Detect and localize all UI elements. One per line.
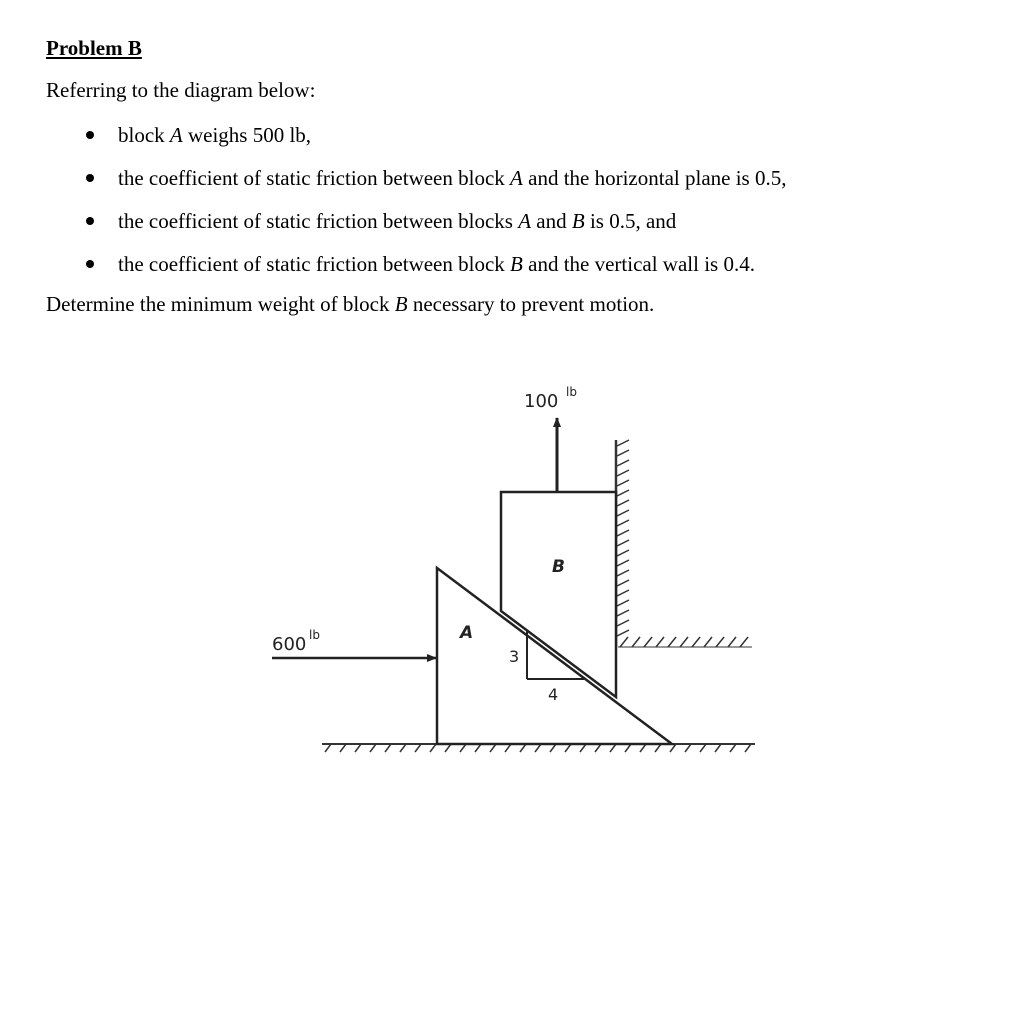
bullet-icon bbox=[86, 260, 94, 268]
vertical-wall bbox=[616, 440, 629, 647]
diagram-svg bbox=[250, 370, 770, 780]
given-item: the coefficient of static friction between block A and the horizontal plane is 0.5, bbox=[0, 163, 786, 206]
intro-text: Referring to the diagram below: bbox=[46, 78, 316, 102]
question-text: Determine the minimum weight of block B necessary to prevent motion. bbox=[46, 292, 655, 316]
statics-diagram bbox=[250, 370, 770, 780]
upward-force-value: 100 bbox=[524, 391, 559, 412]
slope-run-label: 4 bbox=[548, 685, 559, 704]
given-item: the coefficient of static friction between block B and the vertical wall is 0.4. bbox=[0, 249, 786, 292]
given-item: block A weighs 500 lb, bbox=[0, 120, 786, 163]
block-a-label: A bbox=[460, 623, 474, 643]
wall-ledge bbox=[618, 637, 752, 647]
bullet-icon bbox=[86, 217, 94, 225]
slope-rise-label: 3 bbox=[509, 647, 520, 666]
block-b-label: B bbox=[552, 557, 565, 577]
given-item: the coefficient of static friction between blocks A and B is 0.5, and bbox=[0, 206, 786, 249]
problem-title: Problem B bbox=[46, 36, 142, 60]
horizontal-force-value: 600 bbox=[272, 634, 307, 655]
upward-force-unit: lb bbox=[566, 385, 577, 399]
bullet-icon bbox=[86, 131, 94, 139]
bullet-icon bbox=[86, 174, 94, 182]
given-list bbox=[0, 120, 786, 292]
horizontal-force-unit: lb bbox=[309, 628, 320, 642]
